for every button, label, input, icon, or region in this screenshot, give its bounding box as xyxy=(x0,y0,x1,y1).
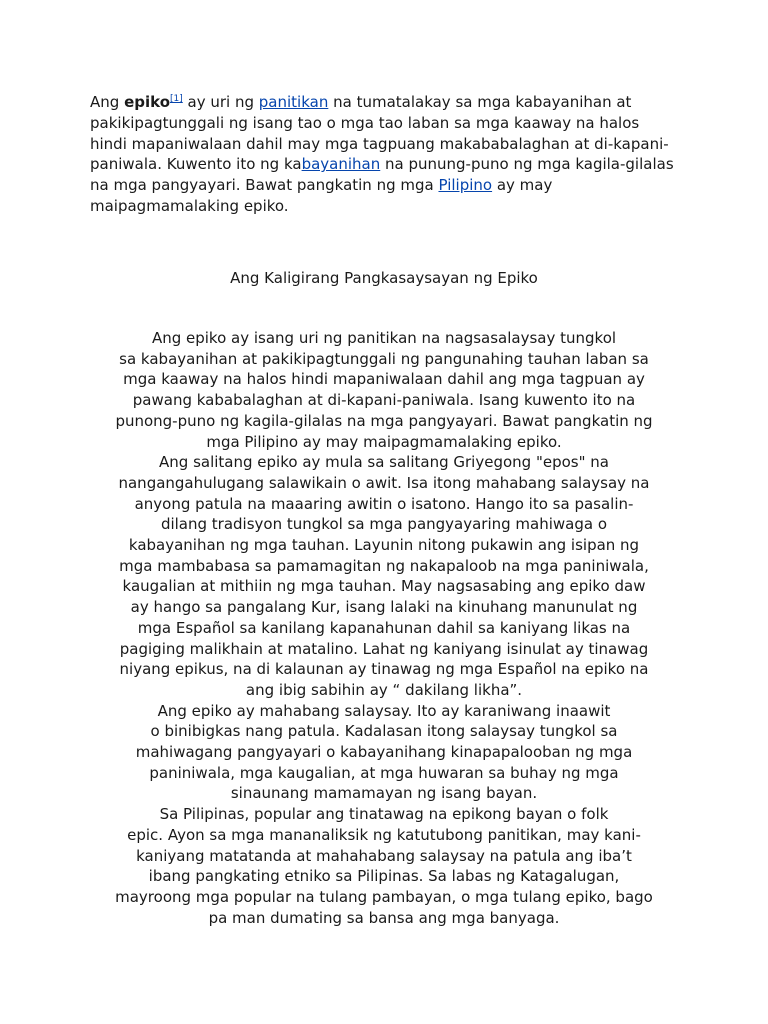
intro-text: maipagmamalaking epiko. xyxy=(90,196,289,215)
body-line: niyang epikus, na di kalaunan ay tinawag ng mga Español na epiko na xyxy=(119,660,649,679)
body-line: sa kabayanihan at pakikipagtunggali ng pangunahing tauhan laban sa xyxy=(119,349,649,368)
body-line: dilang tradisyon tungkol sa mga pangyayaring mahiwaga o xyxy=(160,515,608,534)
body-line: ay hango sa pangalang Kur, isang lalaki na kinuhang manunulat ng xyxy=(130,598,638,617)
body-line: kaugalian at mithiin ng mga tauhan. May nagsasabing ang epiko daw xyxy=(122,577,646,596)
section-heading: Ang Kaligirang Pangkasaysayan ng Epiko xyxy=(230,269,538,287)
intro-text: na mga pangyayari. Bawat pangkatin ng mga xyxy=(90,176,439,195)
body-line: pagiging malikhain at matalino. Lahat ng kaniyang isinulat ay tinawag xyxy=(119,639,649,658)
body-line: ibang pangkating etniko sa Pilipinas. Sa labas ng Katagalugan, xyxy=(148,867,620,886)
body-line: Ang epiko ay mahabang salaysay. Ito ay karaniwang inaawit xyxy=(157,701,611,720)
body-line: mga Pilipino ay may maipagmamalaking epiko. xyxy=(206,432,562,451)
body-line: pa man dumating sa bansa ang mga banyaga. xyxy=(208,908,560,927)
intro-text: ay may xyxy=(492,176,553,195)
body-line: Ang epiko ay isang uri ng panitikan na nagsasalaysay tungkol xyxy=(151,329,617,347)
body-line: punong-puno ng kagila-gilalas na mga pangyayari. Bawat pangkatin ng xyxy=(115,411,653,430)
body-line: o binibigkas nang patula. Kadalasan itong salaysay tungkol sa xyxy=(150,722,618,741)
body-line: epic. Ayon sa mga mananaliksik ng katutubong panitikan, may kani- xyxy=(127,825,641,844)
intro-text: ay uri ng xyxy=(182,93,259,111)
body-line: kaniyang matatanda at mahahabang salaysay na patula ang iba’t xyxy=(136,846,632,865)
body-line: pawang kababalaghan at di-kapani-paniwala. Isang kuwento ito na xyxy=(132,391,636,410)
intro-text: pakikipagtunggali ng isang tao o mga tao laban sa mga kaaway na halos xyxy=(90,113,640,132)
body-line: sinaunang mamamayan ng isang bayan. xyxy=(230,784,538,803)
link-bayanihan[interactable]: bayanihan xyxy=(301,155,381,174)
intro-text: paniwala. Kuwento ito ng ka xyxy=(90,155,302,174)
link-pilipino[interactable]: Pilipino xyxy=(438,176,493,195)
body-line: mga kaaway na halos hindi mapaniwalaan dahil ang mga tagpuan ay xyxy=(123,370,645,389)
link-panitikan[interactable]: panitikan xyxy=(258,93,329,111)
intro-paragraph xyxy=(90,92,690,217)
intro-text: Ang xyxy=(90,93,125,111)
body-line: Ang salitang epiko ay mula sa salitang Griyegong "epos" na xyxy=(159,453,609,472)
body-line: kabayanihan ng mga tauhan. Layunin nitong pukawin ang isipan ng xyxy=(128,536,640,555)
body-line: mayroong mga popular na tulang pambayan, o mga tulang epiko, bago xyxy=(115,887,653,906)
reference-link[interactable]: [1] xyxy=(170,94,183,104)
body-line: ang ibig sabihin ay “ dakilang likha”. xyxy=(245,680,523,699)
body-paragraphs xyxy=(100,328,668,928)
body-line: anyong patula na maaaring awitin o isatono. Hango ito sa pasalin- xyxy=(134,494,634,513)
intro-term: epiko xyxy=(124,93,170,111)
intro-text: na tumatalakay sa mga kabayanihan at xyxy=(328,93,632,111)
intro-text: hindi mapaniwalaan dahil may mga tagpuang makababalaghan at di-kapani- xyxy=(90,134,669,153)
intro-text: na punung-puno ng mga kagila-gilalas xyxy=(380,155,674,174)
body-line: Sa Pilipinas, popular ang tinatawag na epikong bayan o folk xyxy=(159,805,609,824)
body-line: mga mambabasa sa pamamagitan ng nakapaloob na mga paniniwala, xyxy=(119,556,649,575)
body-line: paniniwala, mga kaugalian, at mga huwaran sa buhay ng mga xyxy=(149,763,619,782)
body-line: mahiwagang pangyayari o kabayanihang kinapapalooban ng mga xyxy=(135,743,633,762)
body-line: nangangahulugang salawikain o awit. Isa itong mahabang salaysay na xyxy=(118,473,650,492)
body-line: mga Español sa kanilang kapanahunan dahil sa kaniyang likas na xyxy=(137,618,631,637)
